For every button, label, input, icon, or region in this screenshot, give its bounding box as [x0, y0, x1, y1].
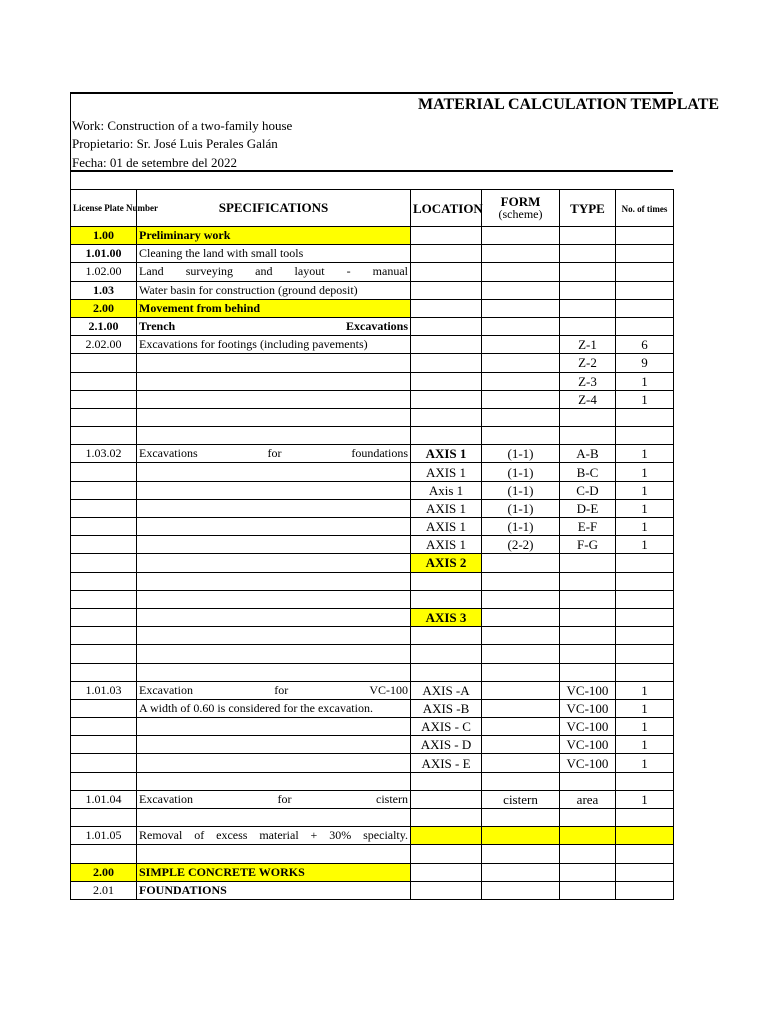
cell-spec: Excavations for footings (including pavements): [137, 336, 411, 354]
cell-spec: [137, 518, 411, 536]
cell-loc: [411, 390, 482, 408]
cell-form: [482, 227, 560, 245]
table-row: [71, 481, 674, 499]
cell-type: Z-1: [560, 336, 616, 354]
cell-type: D-E: [560, 499, 616, 517]
table-row: [71, 718, 674, 736]
cell-spec: [137, 481, 411, 499]
cell-loc: [411, 408, 482, 426]
cell-loc: AXIS 1: [411, 445, 482, 463]
cell-loc: [411, 809, 482, 827]
cell-times: [616, 554, 674, 572]
cell-times: 1: [616, 681, 674, 699]
cell-spec: [137, 572, 411, 590]
cell-spec: Preliminary work: [137, 227, 411, 245]
cell-times: [616, 809, 674, 827]
cell-type: B-C: [560, 463, 616, 481]
cell-num: [71, 354, 137, 372]
cell-spec: [137, 554, 411, 572]
cell-spec: Land surveying and layout - manual: [137, 263, 411, 281]
cell-times: 1: [616, 390, 674, 408]
times-header: No. of times: [621, 203, 668, 214]
table-row: [71, 299, 674, 317]
cell-type: VC-100: [560, 754, 616, 772]
cell-form: [482, 845, 560, 863]
cell-form: [482, 881, 560, 899]
cell-times: [616, 245, 674, 263]
cell-loc: [411, 863, 482, 881]
cell-num: [71, 736, 137, 754]
type-header: TYPE: [570, 200, 605, 216]
table-row: [71, 790, 674, 808]
cell-spec: [137, 390, 411, 408]
cell-times: [616, 227, 674, 245]
cell-times: 1: [616, 736, 674, 754]
cell-num: 2.1.00: [71, 317, 137, 335]
cell-times: 9: [616, 354, 674, 372]
cell-spec: Water basin for construction (ground deposit): [137, 281, 411, 299]
table-row: [71, 372, 674, 390]
cell-spec: [137, 645, 411, 663]
cell-loc: [411, 790, 482, 808]
cell-loc: [411, 372, 482, 390]
cell-form: (2-2): [482, 536, 560, 554]
cell-times: [616, 827, 674, 845]
cell-spec: [137, 536, 411, 554]
cell-num: [71, 645, 137, 663]
cell-times: [616, 590, 674, 608]
table-row: [71, 317, 674, 335]
cell-type: C-D: [560, 481, 616, 499]
cell-times: [616, 317, 674, 335]
cell-loc: [411, 881, 482, 899]
cell-type: Z-4: [560, 390, 616, 408]
cell-num: 2.02.00: [71, 336, 137, 354]
form-subheader: (scheme): [498, 207, 543, 221]
cell-form: (1-1): [482, 445, 560, 463]
cell-form: [482, 809, 560, 827]
cell-spec: FOUNDATIONS: [137, 881, 411, 899]
cell-loc: [411, 590, 482, 608]
cell-type: [560, 317, 616, 335]
cell-type: [560, 245, 616, 263]
table-row: [71, 499, 674, 517]
cell-loc: [411, 299, 482, 317]
cell-form: (1-1): [482, 518, 560, 536]
cell-form: [482, 754, 560, 772]
table-body: [71, 227, 674, 900]
cell-type: VC-100: [560, 681, 616, 699]
cell-spec: [137, 372, 411, 390]
cell-times: 1: [616, 754, 674, 772]
cell-num: [71, 809, 137, 827]
cell-num: [71, 608, 137, 626]
cell-loc: AXIS -A: [411, 681, 482, 699]
cell-num: 2.00: [71, 299, 137, 317]
table-row: [71, 627, 674, 645]
table-row: [71, 863, 674, 881]
cell-form: [482, 608, 560, 626]
cell-form: [482, 427, 560, 445]
cell-spec: [137, 845, 411, 863]
cell-num: 1.01.03: [71, 681, 137, 699]
sheet-title: MATERIAL CALCULATION TEMPLATE: [418, 96, 720, 113]
cell-num: 2.00: [71, 863, 137, 881]
cell-form: (1-1): [482, 499, 560, 517]
cell-form: (1-1): [482, 481, 560, 499]
cell-form: [482, 663, 560, 681]
cell-loc: [411, 227, 482, 245]
cell-form: [482, 390, 560, 408]
table-row: [71, 427, 674, 445]
cell-loc: [411, 663, 482, 681]
cell-type: A-B: [560, 445, 616, 463]
cell-num: 1.03.02: [71, 445, 137, 463]
cell-loc: [411, 645, 482, 663]
cell-num: [71, 627, 137, 645]
cell-spec: [137, 663, 411, 681]
cell-times: 6: [616, 336, 674, 354]
cell-form: [482, 572, 560, 590]
table-row: [71, 518, 674, 536]
cell-num: 1.03: [71, 281, 137, 299]
cell-type: [560, 663, 616, 681]
cell-type: E-F: [560, 518, 616, 536]
cell-type: VC-100: [560, 718, 616, 736]
cell-type: [560, 554, 616, 572]
cell-times: 1: [616, 718, 674, 736]
cell-times: [616, 627, 674, 645]
cell-loc: AXIS - C: [411, 718, 482, 736]
cell-type: [560, 427, 616, 445]
cell-loc: AXIS - E: [411, 754, 482, 772]
cell-times: [616, 881, 674, 899]
table-row: [71, 390, 674, 408]
cell-num: [71, 718, 137, 736]
cell-loc: [411, 281, 482, 299]
cell-spec: [137, 408, 411, 426]
table-row: [71, 845, 674, 863]
table-row: [71, 554, 674, 572]
cell-times: [616, 608, 674, 626]
cell-times: [616, 408, 674, 426]
cell-form: [482, 354, 560, 372]
cell-form: [482, 554, 560, 572]
cell-form: [482, 681, 560, 699]
cell-loc: AXIS 3: [411, 608, 482, 626]
cell-spec: [137, 809, 411, 827]
cell-num: 1.01.05: [71, 827, 137, 845]
cell-spec: [137, 590, 411, 608]
cell-form: [482, 245, 560, 263]
cell-times: 1: [616, 699, 674, 717]
cell-type: [560, 827, 616, 845]
cell-spec: Removal of excess material + 30% specialty.: [137, 827, 411, 845]
table-row: [71, 736, 674, 754]
cell-type: [560, 845, 616, 863]
cell-num: [71, 499, 137, 517]
cell-form: [482, 645, 560, 663]
table-row: [71, 663, 674, 681]
cell-num: 1.02.00: [71, 263, 137, 281]
cell-loc: AXIS 1: [411, 499, 482, 517]
table-row: [71, 772, 674, 790]
cell-spec: Excavation for VC-100: [137, 681, 411, 699]
cell-form: [482, 263, 560, 281]
cell-loc: AXIS - D: [411, 736, 482, 754]
cell-num: 1.01.04: [71, 790, 137, 808]
cell-times: [616, 427, 674, 445]
cell-form: [482, 336, 560, 354]
table-header-row: [71, 190, 674, 227]
table-row: [71, 445, 674, 463]
cell-num: 1.00: [71, 227, 137, 245]
cell-times: [616, 663, 674, 681]
cell-spec: Movement from behind: [137, 299, 411, 317]
work-line: Work: Construction of a two-family house: [72, 118, 293, 133]
cell-form: [482, 590, 560, 608]
cell-type: [560, 809, 616, 827]
cell-loc: AXIS -B: [411, 699, 482, 717]
cell-type: area: [560, 790, 616, 808]
table-row: [71, 263, 674, 281]
header-separator: [70, 170, 673, 172]
cell-form: [482, 863, 560, 881]
cell-times: [616, 572, 674, 590]
cell-loc: [411, 772, 482, 790]
cell-type: [560, 608, 616, 626]
cell-spec: [137, 736, 411, 754]
table-row: [71, 681, 674, 699]
cell-num: [71, 408, 137, 426]
cell-times: 1: [616, 445, 674, 463]
cell-num: [71, 518, 137, 536]
cell-num: [71, 572, 137, 590]
cell-type: VC-100: [560, 699, 616, 717]
cell-form: [482, 299, 560, 317]
cell-form: [482, 699, 560, 717]
cell-form: [482, 718, 560, 736]
cell-times: 1: [616, 518, 674, 536]
cell-times: [616, 299, 674, 317]
cell-num: [71, 590, 137, 608]
cell-loc: [411, 263, 482, 281]
cell-num: [71, 554, 137, 572]
cell-spec: Excavation for cistern: [137, 790, 411, 808]
cell-spec: A width of 0.60 is considered for the excavation.: [137, 699, 411, 717]
cell-spec: [137, 499, 411, 517]
cell-times: 1: [616, 463, 674, 481]
cell-loc: AXIS 1: [411, 463, 482, 481]
cell-loc: [411, 427, 482, 445]
cell-form: [482, 408, 560, 426]
cell-spec: SIMPLE CONCRETE WORKS: [137, 863, 411, 881]
table-row: [71, 572, 674, 590]
cell-num: 1.01.00: [71, 245, 137, 263]
cell-type: [560, 627, 616, 645]
cell-loc: AXIS 1: [411, 518, 482, 536]
table-row: [71, 608, 674, 626]
cell-loc: Axis 1: [411, 481, 482, 499]
table-row: [71, 227, 674, 245]
cell-type: F-G: [560, 536, 616, 554]
owner-line: Propietario: Sr. José Luis Perales Galán: [72, 136, 278, 151]
cell-loc: [411, 572, 482, 590]
cell-times: 1: [616, 372, 674, 390]
cell-spec: [137, 608, 411, 626]
cell-loc: [411, 627, 482, 645]
cell-form: [482, 827, 560, 845]
cell-form: [482, 627, 560, 645]
cell-form: [482, 281, 560, 299]
cell-type: [560, 227, 616, 245]
table-row: [71, 245, 674, 263]
table-row: [71, 281, 674, 299]
cell-num: [71, 536, 137, 554]
cell-num: [71, 663, 137, 681]
cell-times: 1: [616, 481, 674, 499]
cell-times: [616, 263, 674, 281]
form-header: FORM: [500, 194, 541, 209]
table-row: [71, 645, 674, 663]
table-row: [71, 463, 674, 481]
cell-type: [560, 408, 616, 426]
cell-type: [560, 645, 616, 663]
cell-type: Z-3: [560, 372, 616, 390]
cell-num: 2.01: [71, 881, 137, 899]
cell-loc: [411, 317, 482, 335]
table-row: [71, 754, 674, 772]
cell-num: [71, 372, 137, 390]
table-row: [71, 354, 674, 372]
cell-num: [71, 699, 137, 717]
cell-spec: [137, 427, 411, 445]
cell-spec: [137, 463, 411, 481]
cell-spec: Trench Excavations: [137, 317, 411, 335]
cell-num: [71, 772, 137, 790]
cell-form: (1-1): [482, 463, 560, 481]
cell-times: 1: [616, 536, 674, 554]
cell-times: [616, 845, 674, 863]
cell-spec: [137, 754, 411, 772]
cell-spec: Cleaning the land with small tools: [137, 245, 411, 263]
cell-times: [616, 863, 674, 881]
cell-spec: [137, 772, 411, 790]
cell-num: [71, 754, 137, 772]
cell-loc: AXIS 1: [411, 536, 482, 554]
cell-loc: [411, 827, 482, 845]
table-row: [71, 881, 674, 899]
table-row: [71, 408, 674, 426]
cell-spec: [137, 627, 411, 645]
cell-type: [560, 590, 616, 608]
table-row: [71, 590, 674, 608]
cell-spec: Excavations for foundations: [137, 445, 411, 463]
cell-spec: [137, 354, 411, 372]
table-row: [71, 809, 674, 827]
cell-form: cistern: [482, 790, 560, 808]
cell-times: 1: [616, 790, 674, 808]
cell-loc: AXIS 2: [411, 554, 482, 572]
cell-loc: [411, 845, 482, 863]
date-line: Fecha: 01 de setembre del 2022: [72, 155, 237, 170]
table-row: [71, 536, 674, 554]
specifications-header: SPECIFICATIONS: [218, 200, 329, 215]
cell-type: [560, 281, 616, 299]
cell-type: [560, 299, 616, 317]
cell-times: [616, 645, 674, 663]
license-header: License Plate Number: [73, 203, 158, 213]
cell-type: [560, 863, 616, 881]
cell-num: [71, 845, 137, 863]
table-row: [71, 336, 674, 354]
sheet-top-border: [70, 92, 673, 94]
cell-type: Z-2: [560, 354, 616, 372]
table-row: [71, 827, 674, 845]
table-row: [71, 699, 674, 717]
cell-times: [616, 772, 674, 790]
cell-form: [482, 372, 560, 390]
cell-num: [71, 463, 137, 481]
cell-type: [560, 572, 616, 590]
cell-num: [71, 481, 137, 499]
cell-times: 1: [616, 499, 674, 517]
cell-type: [560, 263, 616, 281]
cell-loc: [411, 354, 482, 372]
cell-type: [560, 881, 616, 899]
location-header: LOCATION: [413, 200, 483, 216]
cell-num: [71, 390, 137, 408]
calculation-table: [70, 189, 673, 900]
cell-type: [560, 772, 616, 790]
cell-spec: [137, 718, 411, 736]
cell-type: VC-100: [560, 736, 616, 754]
cell-loc: [411, 245, 482, 263]
cell-form: [482, 317, 560, 335]
cell-num: [71, 427, 137, 445]
cell-form: [482, 736, 560, 754]
cell-loc: [411, 336, 482, 354]
cell-times: [616, 281, 674, 299]
cell-form: [482, 772, 560, 790]
